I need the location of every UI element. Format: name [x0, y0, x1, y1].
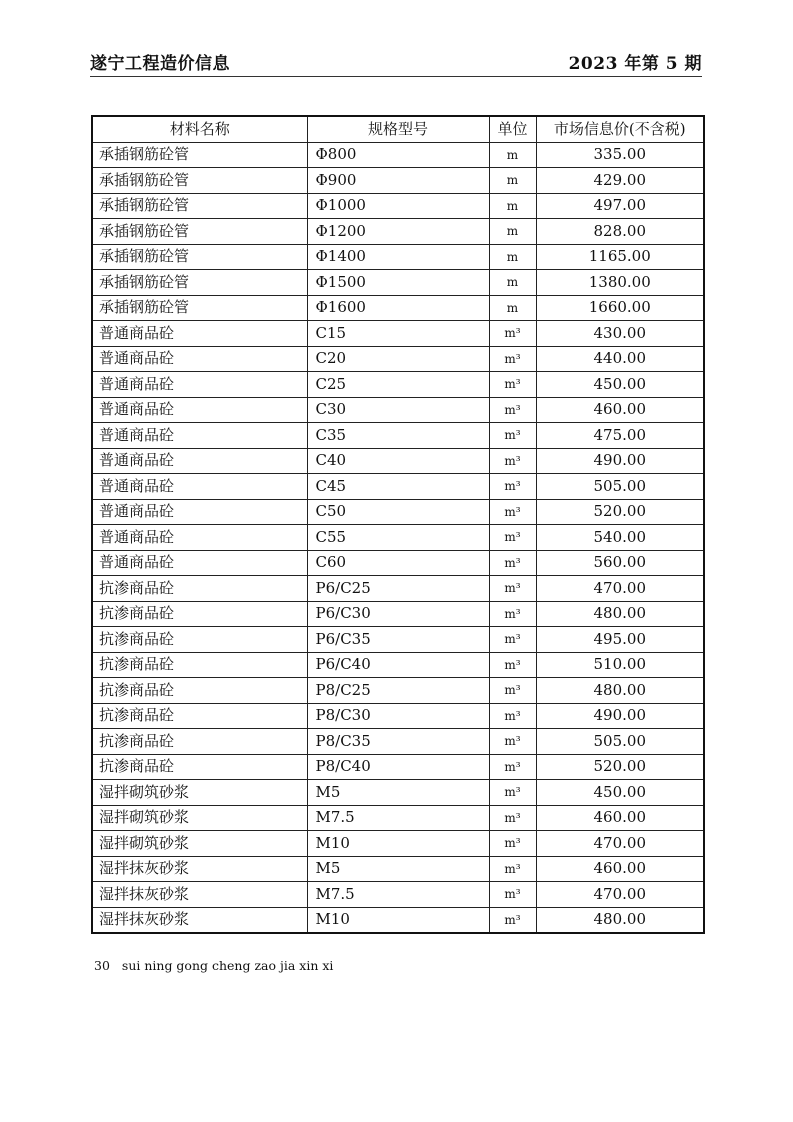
unit-cell: m³: [489, 856, 536, 882]
price-table: [91, 115, 705, 934]
table-row: [92, 576, 704, 602]
price-cell: 828.00: [536, 219, 704, 245]
price-cell: 460.00: [536, 397, 704, 423]
price-cell: 510.00: [536, 652, 704, 678]
table-row: [92, 525, 704, 551]
spec-cell: Φ1000: [307, 193, 489, 219]
spec-cell: C55: [307, 525, 489, 551]
unit-cell: m: [489, 142, 536, 168]
unit-cell: m³: [489, 448, 536, 474]
material-name-cell: 普通商品砼: [92, 448, 307, 474]
spec-cell: C20: [307, 346, 489, 372]
material-name-cell: 承插钢筋砼管: [92, 244, 307, 270]
unit-cell: m³: [489, 321, 536, 347]
price-cell: 490.00: [536, 448, 704, 474]
price-cell: 480.00: [536, 601, 704, 627]
table-header-row: [92, 116, 704, 142]
spec-cell: M10: [307, 907, 489, 933]
material-name-cell: 抗渗商品砼: [92, 601, 307, 627]
unit-cell: m: [489, 193, 536, 219]
column-header-price: 市场信息价(不含税): [536, 116, 704, 142]
spec-cell: C30: [307, 397, 489, 423]
table-row: [92, 907, 704, 933]
table-row: [92, 270, 704, 296]
table-row: [92, 295, 704, 321]
page-header: [90, 48, 702, 77]
table-row: [92, 856, 704, 882]
price-cell: 497.00: [536, 193, 704, 219]
material-name-cell: 抗渗商品砼: [92, 627, 307, 653]
spec-cell: Φ800: [307, 142, 489, 168]
table-row: [92, 729, 704, 755]
spec-cell: C25: [307, 372, 489, 398]
unit-cell: m³: [489, 729, 536, 755]
table-row: [92, 193, 704, 219]
price-cell: 505.00: [536, 729, 704, 755]
footer-text: sui ning gong cheng zao jia xin xi: [121, 958, 334, 973]
spec-cell: M5: [307, 856, 489, 882]
price-cell: 1660.00: [536, 295, 704, 321]
material-name-cell: 普通商品砼: [92, 474, 307, 500]
spec-cell: Φ900: [307, 168, 489, 194]
price-cell: 450.00: [536, 372, 704, 398]
spec-cell: P6/C40: [307, 652, 489, 678]
material-name-cell: 普通商品砼: [92, 423, 307, 449]
spec-cell: M7.5: [307, 805, 489, 831]
table-body: [92, 142, 704, 933]
unit-cell: m: [489, 219, 536, 245]
material-name-cell: 普通商品砼: [92, 550, 307, 576]
page-footer: [94, 958, 333, 973]
unit-cell: m: [489, 168, 536, 194]
unit-cell: m³: [489, 525, 536, 551]
table-row: [92, 474, 704, 500]
material-name-cell: 承插钢筋砼管: [92, 193, 307, 219]
price-cell: 475.00: [536, 423, 704, 449]
price-cell: 495.00: [536, 627, 704, 653]
material-name-cell: 承插钢筋砼管: [92, 270, 307, 296]
material-name-cell: 湿拌抹灰砂浆: [92, 907, 307, 933]
spec-cell: Φ1400: [307, 244, 489, 270]
price-cell: 540.00: [536, 525, 704, 551]
table-row: [92, 219, 704, 245]
spec-cell: C40: [307, 448, 489, 474]
price-cell: 520.00: [536, 499, 704, 525]
spec-cell: P6/C30: [307, 601, 489, 627]
price-cell: 335.00: [536, 142, 704, 168]
material-name-cell: 承插钢筋砼管: [92, 142, 307, 168]
unit-cell: m³: [489, 423, 536, 449]
table-row: [92, 372, 704, 398]
price-cell: 460.00: [536, 805, 704, 831]
material-name-cell: 抗渗商品砼: [92, 703, 307, 729]
spec-cell: P8/C40: [307, 754, 489, 780]
table-row: [92, 678, 704, 704]
table-row: [92, 550, 704, 576]
table-row: [92, 831, 704, 857]
price-cell: 520.00: [536, 754, 704, 780]
spec-cell: C35: [307, 423, 489, 449]
table-row: [92, 627, 704, 653]
table-row: [92, 168, 704, 194]
table-row: [92, 397, 704, 423]
spec-cell: P8/C30: [307, 703, 489, 729]
material-name-cell: 抗渗商品砼: [92, 754, 307, 780]
spec-cell: M5: [307, 780, 489, 806]
spec-cell: C45: [307, 474, 489, 500]
unit-cell: m³: [489, 627, 536, 653]
table-row: [92, 423, 704, 449]
table-row: [92, 346, 704, 372]
unit-cell: m³: [489, 397, 536, 423]
material-name-cell: 抗渗商品砼: [92, 729, 307, 755]
material-name-cell: 普通商品砼: [92, 525, 307, 551]
spec-cell: P6/C35: [307, 627, 489, 653]
material-name-cell: 普通商品砼: [92, 499, 307, 525]
unit-cell: m: [489, 295, 536, 321]
unit-cell: m³: [489, 678, 536, 704]
material-name-cell: 抗渗商品砼: [92, 652, 307, 678]
unit-cell: m³: [489, 601, 536, 627]
material-name-cell: 普通商品砼: [92, 346, 307, 372]
unit-cell: m: [489, 270, 536, 296]
unit-cell: m³: [489, 372, 536, 398]
unit-cell: m³: [489, 805, 536, 831]
spec-cell: C15: [307, 321, 489, 347]
unit-cell: m³: [489, 346, 536, 372]
spec-cell: P8/C25: [307, 678, 489, 704]
table-row: [92, 321, 704, 347]
unit-cell: m³: [489, 474, 536, 500]
price-cell: 430.00: [536, 321, 704, 347]
spec-cell: P6/C25: [307, 576, 489, 602]
price-cell: 490.00: [536, 703, 704, 729]
table-row: [92, 780, 704, 806]
price-cell: 480.00: [536, 678, 704, 704]
price-cell: 560.00: [536, 550, 704, 576]
table-row: [92, 882, 704, 908]
table-row: [92, 142, 704, 168]
material-name-cell: 普通商品砼: [92, 397, 307, 423]
price-cell: 470.00: [536, 882, 704, 908]
table-row: [92, 244, 704, 270]
price-cell: 440.00: [536, 346, 704, 372]
unit-cell: m: [489, 244, 536, 270]
spec-cell: M7.5: [307, 882, 489, 908]
price-cell: 470.00: [536, 831, 704, 857]
material-name-cell: 普通商品砼: [92, 321, 307, 347]
publication-title: 遂宁工程造价信息: [90, 54, 230, 74]
material-name-cell: 湿拌砌筑砂浆: [92, 780, 307, 806]
table-row: [92, 448, 704, 474]
unit-cell: m³: [489, 652, 536, 678]
material-name-cell: 承插钢筋砼管: [92, 295, 307, 321]
material-name-cell: 抗渗商品砼: [92, 678, 307, 704]
unit-cell: m³: [489, 907, 536, 933]
table-row: [92, 703, 704, 729]
material-name-cell: 湿拌砌筑砂浆: [92, 831, 307, 857]
price-cell: 460.00: [536, 856, 704, 882]
unit-cell: m³: [489, 754, 536, 780]
unit-cell: m³: [489, 576, 536, 602]
spec-cell: Φ1600: [307, 295, 489, 321]
table-row: [92, 652, 704, 678]
material-name-cell: 承插钢筋砼管: [92, 168, 307, 194]
price-cell: 450.00: [536, 780, 704, 806]
price-cell: 480.00: [536, 907, 704, 933]
page-number: 30: [94, 958, 110, 973]
unit-cell: m³: [489, 550, 536, 576]
price-cell: 470.00: [536, 576, 704, 602]
unit-cell: m³: [489, 780, 536, 806]
price-cell: 429.00: [536, 168, 704, 194]
column-header-spec: 规格型号: [307, 116, 489, 142]
material-name-cell: 湿拌抹灰砂浆: [92, 882, 307, 908]
table-row: [92, 805, 704, 831]
spec-cell: C50: [307, 499, 489, 525]
spec-cell: Φ1200: [307, 219, 489, 245]
column-header-material: 材料名称: [92, 116, 307, 142]
unit-cell: m³: [489, 703, 536, 729]
spec-cell: M10: [307, 831, 489, 857]
price-cell: 1380.00: [536, 270, 704, 296]
price-cell: 505.00: [536, 474, 704, 500]
unit-cell: m³: [489, 499, 536, 525]
issue-label: 2023 年第 5 期: [568, 54, 702, 74]
spec-cell: P8/C35: [307, 729, 489, 755]
price-cell: 1165.00: [536, 244, 704, 270]
unit-cell: m³: [489, 882, 536, 908]
table-row: [92, 499, 704, 525]
material-name-cell: 抗渗商品砼: [92, 576, 307, 602]
unit-cell: m³: [489, 831, 536, 857]
material-name-cell: 湿拌抹灰砂浆: [92, 856, 307, 882]
column-header-unit: 单位: [489, 116, 536, 142]
material-name-cell: 湿拌砌筑砂浆: [92, 805, 307, 831]
table-row: [92, 754, 704, 780]
material-name-cell: 普通商品砼: [92, 372, 307, 398]
spec-cell: C60: [307, 550, 489, 576]
table-row: [92, 601, 704, 627]
material-name-cell: 承插钢筋砼管: [92, 219, 307, 245]
spec-cell: Φ1500: [307, 270, 489, 296]
